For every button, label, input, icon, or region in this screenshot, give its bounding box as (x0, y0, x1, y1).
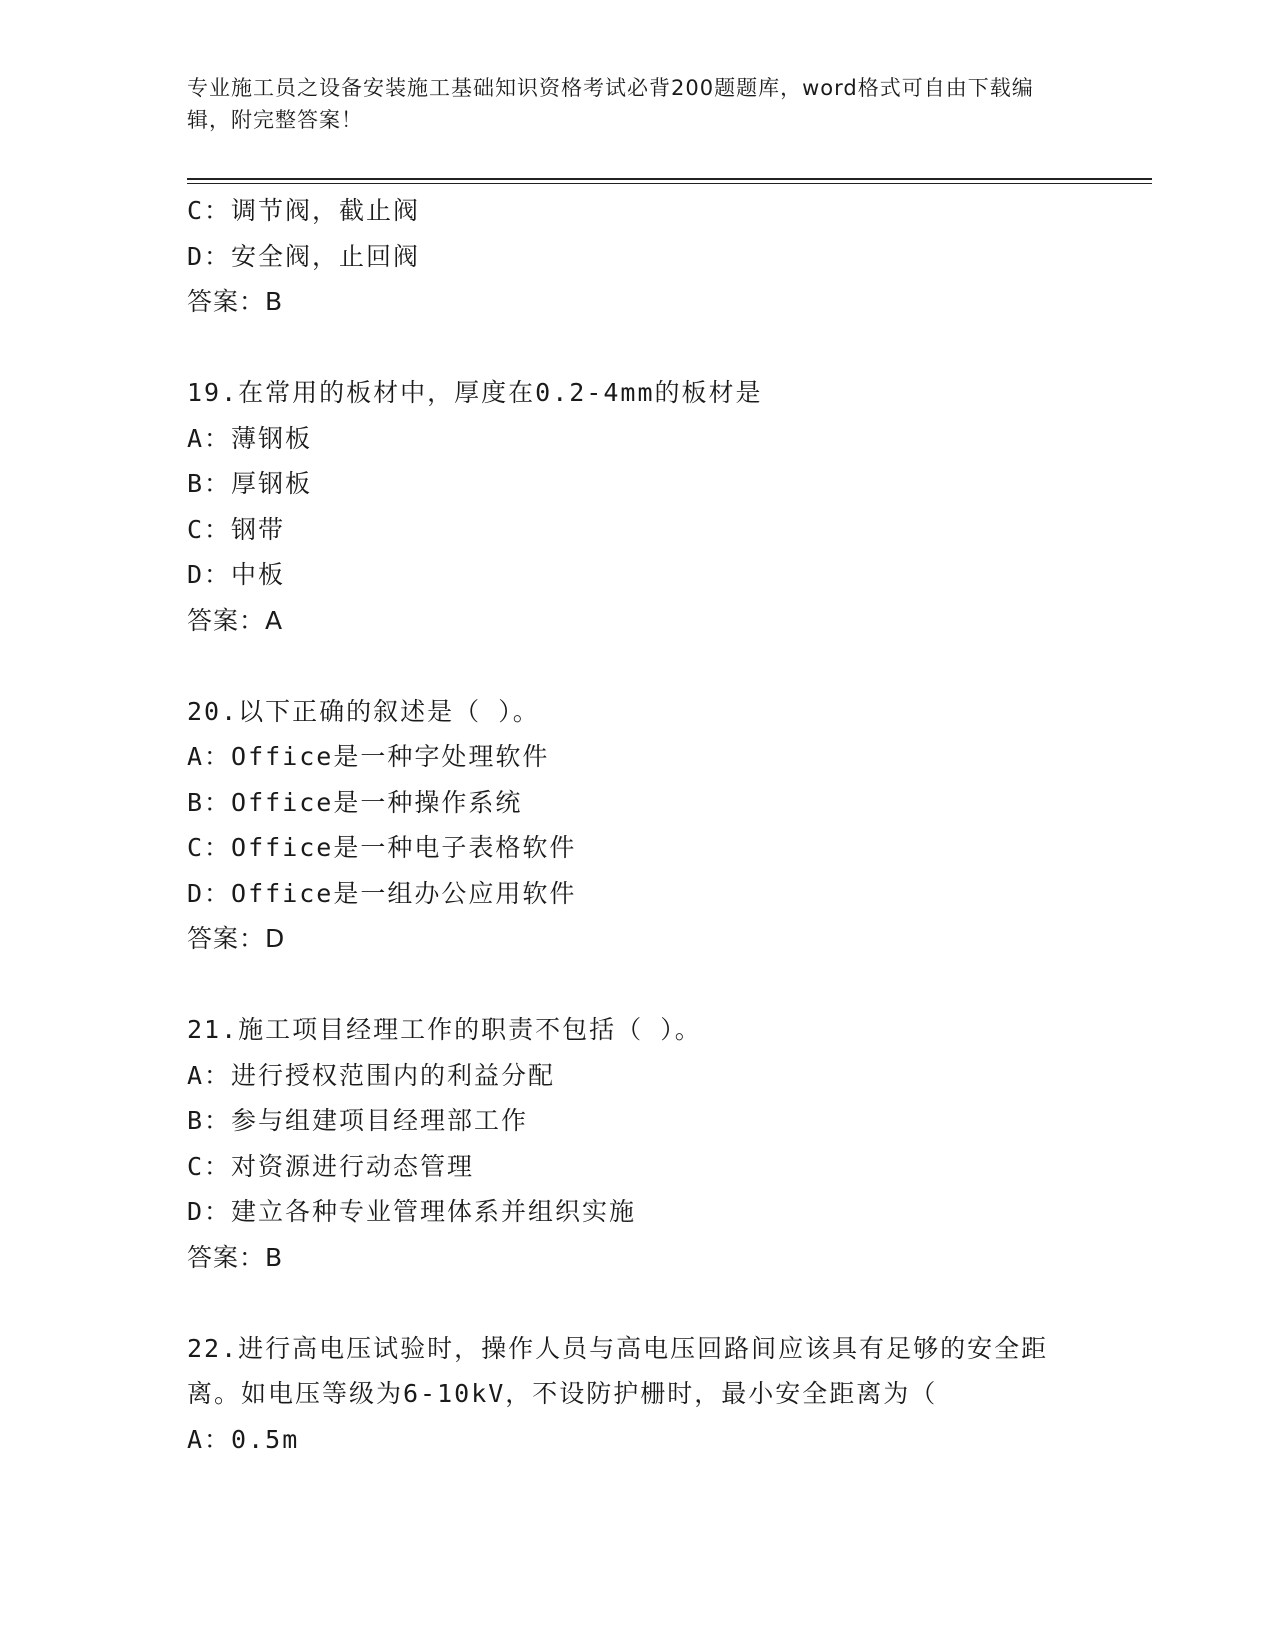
option-a: A：薄钢板 (187, 423, 313, 453)
answer: 答案：B (187, 287, 284, 316)
option-c: C：调节阀，截止阀 (187, 196, 421, 225)
question-stem: 19.在常用的板材中，厚度在0.2-4mm的板材是 (187, 378, 763, 407)
spacer (187, 1280, 1087, 1326)
question-stem: 21.施工项目经理工作的职责不包括（ ）。 (187, 1015, 702, 1044)
answer: 答案：B (187, 1242, 284, 1272)
option-c: C：对资源进行动态管理 (187, 1151, 475, 1181)
option-d: D：Office是一组办公应用软件 (187, 878, 577, 908)
header-rule (187, 178, 1152, 180)
answer: 答案：A (187, 605, 284, 635)
header-rule-thin (187, 183, 1152, 184)
question-stem: 22.进行高电压试验时，操作人员与高电压回路间应该具有足够的安全距离。如电压等级为6-10kV，不设防护栅时，最小安全距离为（ (187, 1333, 1049, 1408)
option-b: B：厚钢板 (187, 469, 313, 498)
document-header: 专业施工员之设备安装施工基础知识资格考试必背200题题库，word格式可自由下载编辑，附完整答案！ (187, 76, 1034, 132)
option-d: D：安全阀，止回阀 (187, 241, 421, 271)
option-b: B：参与组建项目经理部工作 (187, 1106, 529, 1135)
option-d: D：中板 (187, 560, 286, 589)
option-c: C：Office是一种电子表格软件 (187, 833, 577, 862)
spacer (187, 643, 1087, 689)
option-a: A：0.5m (187, 1424, 300, 1454)
option-a: A：进行授权范围内的利益分配 (187, 1060, 556, 1090)
question-stem: 20.以下正确的叙述是（ ）。 (187, 696, 540, 726)
option-d: D：建立各种专业管理体系并组织实施 (187, 1197, 637, 1226)
spacer (187, 962, 1087, 1008)
spacer (187, 325, 1087, 371)
answer: 答案：D (187, 924, 286, 953)
question-list (187, 188, 1087, 1462)
option-a: A：Office是一种字处理软件 (187, 742, 550, 771)
option-c: C：钢带 (187, 514, 286, 544)
option-b: B：Office是一种操作系统 (187, 787, 523, 817)
